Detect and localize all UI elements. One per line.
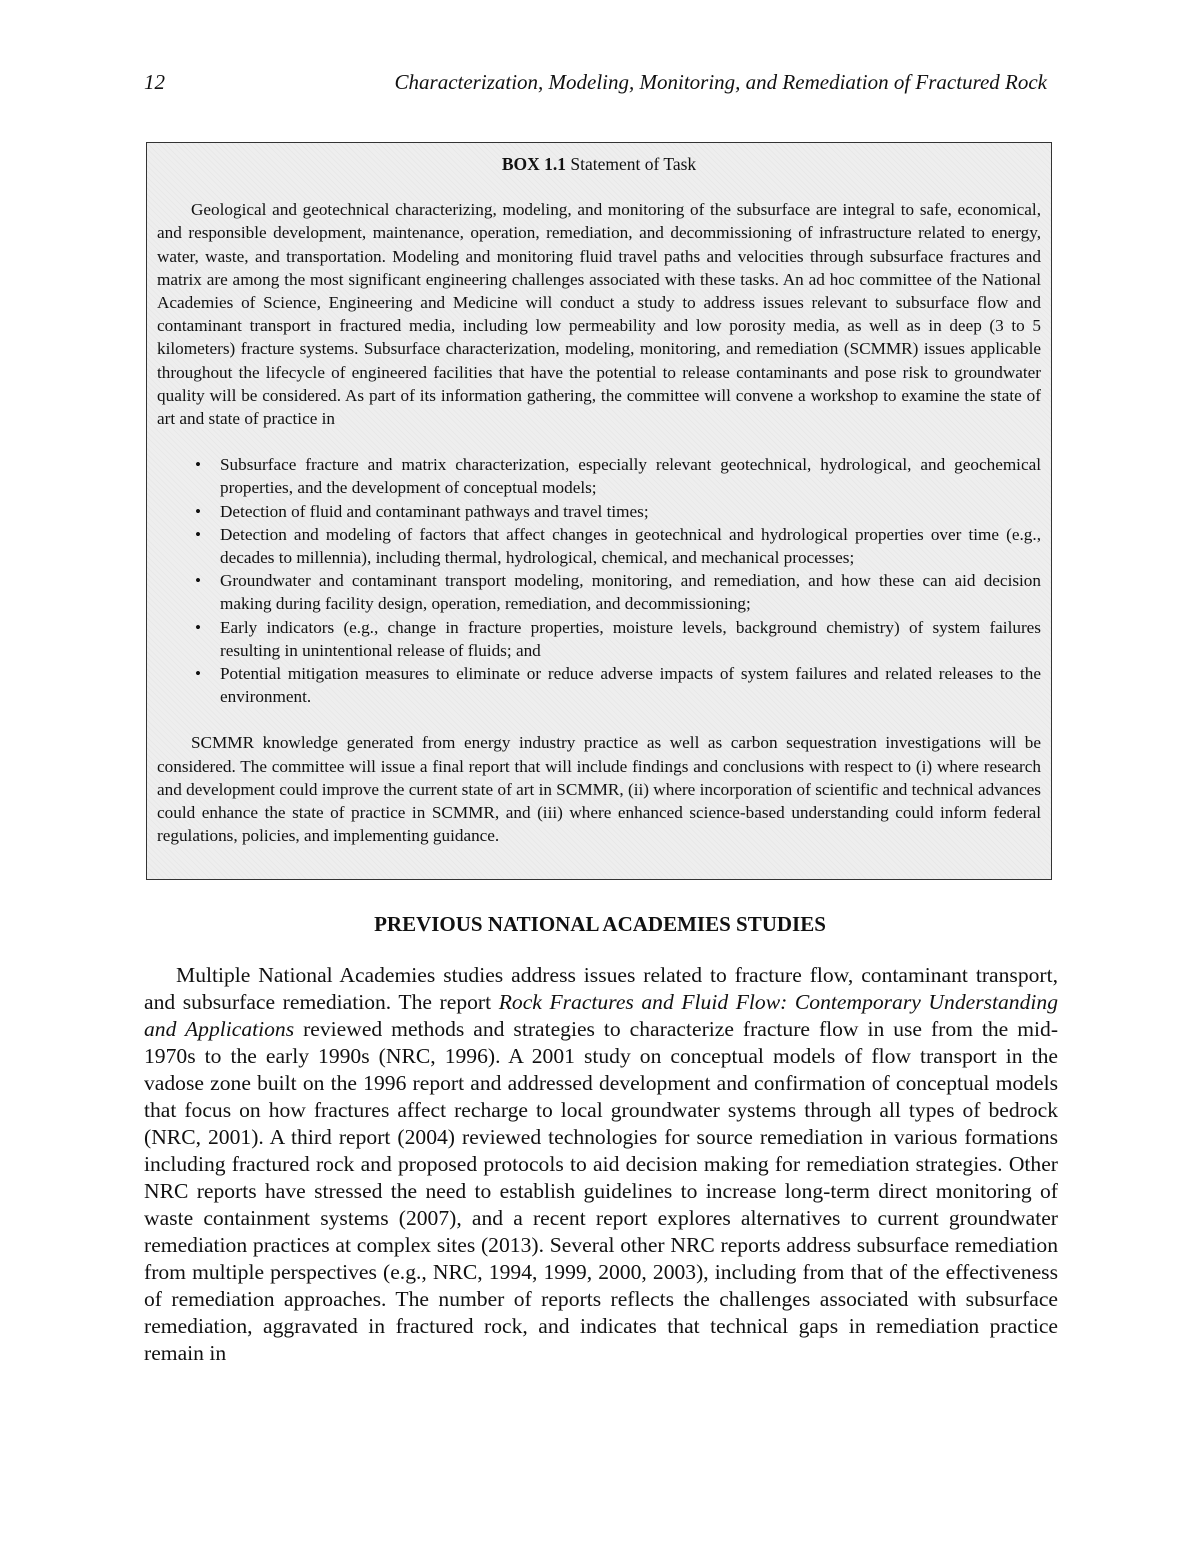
report-title: Rock Fractures and Fluid Flow: Contemporary Understanding and Applications	[144, 990, 1058, 1041]
list-item-text: Potential mitigation measures to eliminate or reduce adverse impacts of system failures and related releases to the environment.	[220, 664, 1041, 707]
list-item-text: Subsurface fracture and matrix characterization, especially relevant geotechnical, hydrological, and geochemical properties, and the development of conceptual models;	[220, 455, 1041, 498]
bullet-icon: •	[195, 524, 202, 544]
list-item	[195, 569, 1041, 615]
box-label: BOX 1.1	[501, 154, 566, 174]
box-intro-paragraph: Geological and geotechnical characterizing, modeling, and monitoring of the subsurface are integral to safe, economical, and responsible development, maintenance, operation, remediation, and decommissioning of infrastructure related to energy, water, waste, and transportation. Modeling and monitoring fluid travel paths and velocities through subsurface fractures and matrix are among the most significant engineering challenges associated with these tasks. An ad hoc committee of the National Academies of Science, Engineering and Medicine will conduct a study to address issues relevant to subsurface flow and contaminant transport in fractured media, including low permeability and low porosity media, as well as in deep (3 to 5 kilometers) fracture systems. Subsurface characterization, modeling, monitoring, and remediation (SCMMR) issues applicable throughout the lifecycle of engineered facilities that have the potential to release contaminants and pose risk to groundwater quality will be considered. As part of its information gathering, the committee will convene a workshop to examine the state of art and state of practice in	[157, 200, 1041, 429]
bullet-icon: •	[195, 617, 202, 637]
list-item	[195, 662, 1041, 708]
list-item-text: Groundwater and contaminant transport modeling, monitoring, and remediation, and how these can aid decision making during facility design, operation, remediation, and decommissioning;	[220, 571, 1041, 614]
list-item	[195, 500, 1041, 523]
list-item-text: Detection of fluid and contaminant pathways and travel times;	[220, 501, 649, 521]
box-title	[157, 153, 1041, 176]
page-number: 12	[144, 70, 165, 94]
list-item-text: Detection and modeling of factors that affect changes in geotechnical and hydrological properties over time (e.g., decades to millennia), including thermal, hydrological, chemical, and mechanical processes;	[220, 524, 1041, 568]
body-text-after-title: reviewed methods and strategies to characterize fracture flow in use from the mid-1970s to the early 1990s (NRC, 1996). A 2001 study on conceptual models of flow transport in the vadose zone built on the 1996 report and addressed development and confirmation of conceptual models that focus on how fractures affect recharge to local groundwater systems through all types of bedrock (NRC, 2001). A third report (2004) reviewed technologies for source remediation in various formations including fractured rock and proposed protocols to aid decision making for remediation strategies. Other NRC reports have stressed the need to establish guidelines to increase long-term direct monitoring of waste containment systems (2007), and a recent report explores alternatives to current groundwater remediation practices at complex sites (2013). Several other NRC reports address subsurface remediation from multiple perspectives (e.g., NRC, 1994, 1999, 2000, 2003), including from that of the effectiveness of remediation approaches. The number of reports reflects the challenges associated with subsurface remediation, aggravated in fractured rock, and indicates that technical gaps in remediation practice remain in	[144, 1017, 1059, 1365]
bullet-icon: •	[195, 455, 202, 475]
list-item	[195, 616, 1041, 662]
bullet-icon: •	[195, 501, 202, 521]
section-heading: PREVIOUS NATIONAL ACADEMIES STUDIES	[374, 912, 826, 936]
box-statement-of-task	[146, 142, 1052, 880]
body-paragraph	[144, 962, 1058, 1367]
task-bullet-list	[157, 453, 1041, 708]
box-closing-paragraph: SCMMR knowledge generated from energy industry practice as well as carbon sequestration investigations will be considered. The committee will issue a final report that will include findings and conclusions with respect to (i) where research and development could improve the current state of art in SCMMR, (ii) where incorporation of scientific and technical advances could enhance the state of practice in SCMMR, and (iii) where enhanced science-based understanding could inform federal regulations, policies, and implementing guidance.	[157, 733, 1041, 846]
list-item-text: Early indicators (e.g., change in fracture properties, moisture levels, background chemistry) of system failures resulting in unintentional release of fluids; and	[220, 617, 1041, 660]
running-head	[144, 70, 1047, 100]
book-title: Characterization, Modeling, Monitoring, and Remediation of Fractured Rock	[394, 70, 1047, 94]
bullet-icon: •	[195, 571, 202, 591]
body-text-before-title: Multiple National Academies studies address issues related to fracture flow, contaminant transport, and subsurface remediation. The report	[144, 963, 1058, 1014]
box-title-text: Statement of Task	[570, 154, 697, 174]
bullet-icon: •	[195, 664, 202, 684]
list-item	[195, 453, 1041, 499]
list-item	[195, 523, 1041, 569]
